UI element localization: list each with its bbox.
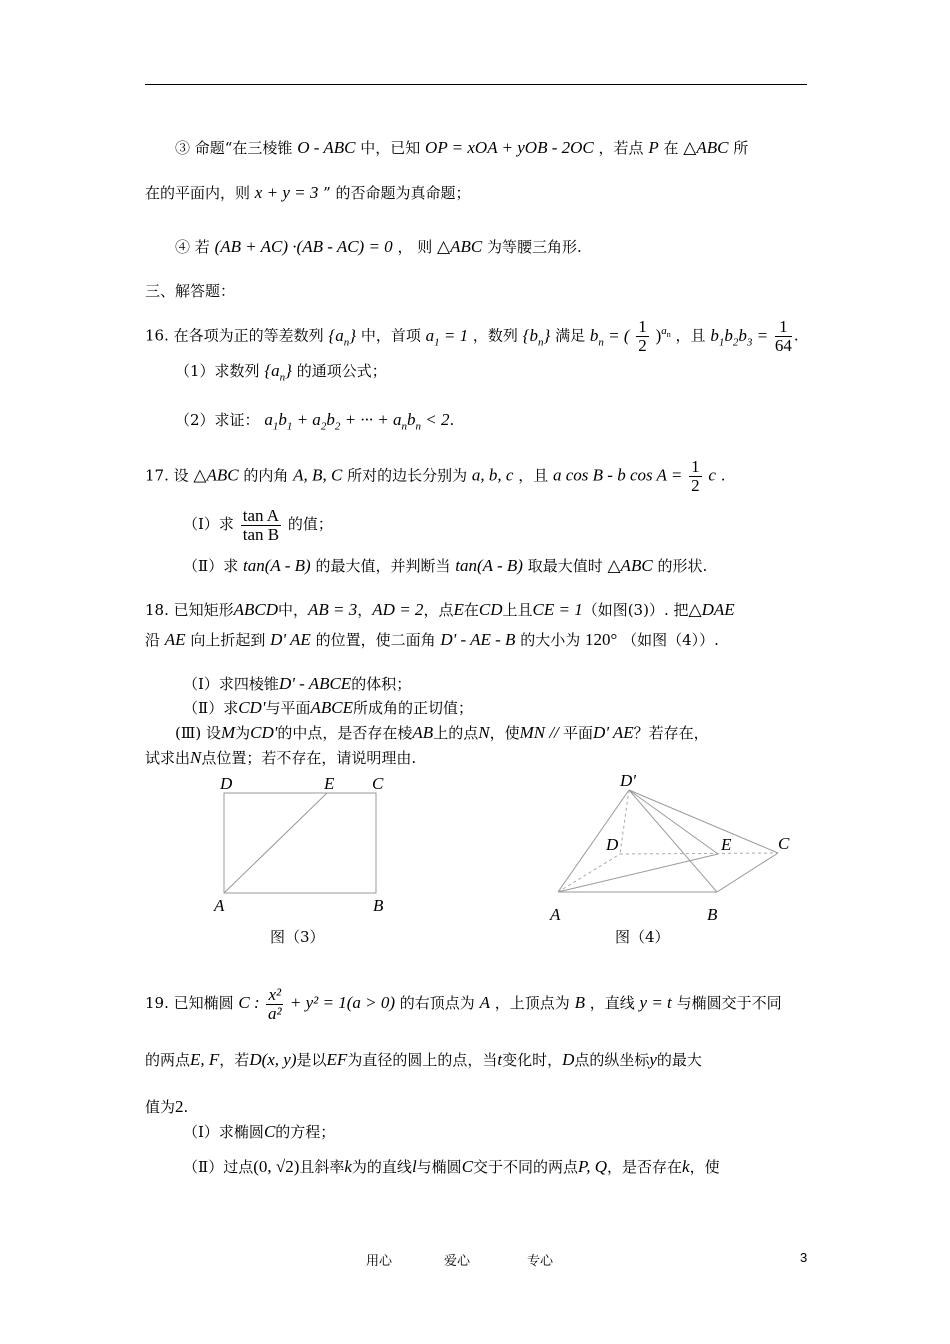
math: k [344,1157,352,1176]
math: AB = 3 [308,600,358,619]
math: MN // [519,723,564,742]
m: + ··· + a [340,410,402,429]
label-a: A [214,896,225,915]
math: △ABC [193,465,239,485]
text: ，使 [489,724,520,742]
figure-3-caption: 图（3） [270,928,325,946]
math [264,361,292,384]
text: 试求出 [145,749,191,767]
math: OP = xOA + yOB - 2OC [425,138,594,157]
math: a cos B - b cos A = [552,465,683,485]
item-3-line1 [175,138,748,158]
text: 的形状. [657,557,708,575]
text: ，点 [423,601,454,619]
denominator: 2 [638,336,647,356]
text: 取最大值时 [527,557,603,575]
question-18-part3b [145,748,416,768]
figure-4 [540,770,810,930]
m: } [285,361,292,380]
fraction [636,318,649,355]
text: 上的点 [433,724,479,742]
header-rule [145,84,807,85]
label-b: B [707,905,718,924]
sub: 1 [434,336,440,349]
edge-a-e [558,854,718,892]
text: 的位置，使二面角 [315,631,436,649]
text: 与椭圆 [416,1158,462,1176]
question-17 [145,458,726,495]
math: CD' [250,723,278,742]
sub: n [279,371,286,384]
math: tan(A - B) [455,556,523,575]
text: （Ⅰ）求 [183,515,234,533]
sub: 1 [272,420,279,433]
text: ，直线 [589,994,635,1012]
math [264,410,450,433]
m: + a [292,410,321,429]
math: AE [164,630,186,649]
math: D' AE [270,630,311,649]
math: D' AE [593,723,634,742]
text: ？若存在， [633,724,709,742]
text: ，是否存在 [607,1158,683,1176]
text: ，使 [689,1158,720,1176]
m: b [710,325,719,345]
math: △DAE [688,600,735,619]
text: (Ⅲ) 设 [175,724,221,742]
sub: 2 [334,420,341,433]
text: 在 [663,139,679,157]
math: N [478,723,490,742]
footer-text-3: 专心 [527,1254,554,1269]
text: . [720,466,726,485]
text: 向上折起到 [190,631,266,649]
text: 中， [278,601,309,619]
math: ABCE [310,698,353,717]
question-18 [145,600,735,620]
math: y [649,1050,657,1069]
text: 中，首项 [360,326,421,345]
math: t [497,1050,503,1069]
label-e: E [721,835,732,854]
text: 为等腰三角形. [487,238,582,256]
label-e: E [324,774,335,793]
math: E, F [190,1050,220,1069]
question-19-line2 [145,1050,702,1070]
page-number: 3 [800,1250,808,1265]
text: ，若点 [598,139,644,157]
m: = [752,325,769,345]
math: D [562,1050,575,1069]
fraction [266,986,283,1023]
segment-ae [224,793,327,893]
math: x + y = 3 [254,183,319,202]
text: ， [357,601,373,619]
math: CE = 1 [532,600,583,619]
m: a [425,325,435,345]
text: 点位置；若不存在，请说明理由. [201,749,417,767]
m: {a [328,325,344,345]
math: l [411,1157,417,1176]
denominator: 2 [691,476,700,495]
m: {a [264,361,280,380]
sub: n [343,336,350,349]
text: 17. 设 [145,466,189,485]
question-16-part2 [175,410,454,436]
sup: a [661,325,667,337]
text: ， 则 [397,238,433,256]
m: {b [522,325,538,345]
m: b [738,325,747,345]
text: 18. 已知矩形 [145,601,234,619]
numerator: 1 [638,317,647,337]
math: C [263,1122,276,1141]
question-17-part2 [183,556,707,576]
text: 且斜率 [299,1158,345,1176]
sub: n [415,420,422,433]
label-d: D [220,774,233,793]
math: A [479,993,490,1012]
m: } [349,325,357,345]
text: 交于不同的两点 [473,1158,579,1176]
edge-dp-b [629,790,717,892]
math: c [708,465,716,485]
text: 中，已知 [360,139,421,157]
fraction [241,507,281,544]
question-19-line3 [145,1097,188,1117]
text: 是以 [296,1051,327,1069]
figure-3 [200,770,410,950]
item-4 [175,237,582,257]
text: （Ⅰ）求椭圆 [183,1123,264,1141]
text: 的通项公式； [296,362,387,380]
math: CD' [238,698,266,717]
text: 的中点，是否存在棱 [277,724,413,742]
sub: n [598,336,604,349]
math: P [648,138,659,157]
m: a [264,410,273,429]
math: tan(A - B) [242,556,311,575]
math: AD = 2 [372,600,424,619]
question-19-part2 [183,1157,720,1177]
text: 的值； [287,515,333,533]
text: 上且 [502,601,533,619]
figure-4-caption: 图（4） [615,928,670,946]
text: （Ⅱ）求 [183,699,239,717]
footer-text-2: 爱心 [444,1254,471,1269]
question-18-part3 [175,723,709,743]
text: 的方程； [275,1123,336,1141]
text: 的右顶点为 [399,994,475,1012]
m: b [407,410,416,429]
m: = 1 [439,325,469,345]
text: （如图（4））. [622,631,719,649]
fraction [689,458,702,495]
text: 16. 在各项为正的等差数列 [145,326,324,345]
text: 的两点 [145,1051,191,1069]
math: A, B, C [293,465,343,485]
label-b: B [373,896,384,915]
text: （1）求数列 [175,362,260,380]
text: ④ 若 [175,238,210,256]
math [589,325,630,349]
math: D' - ABCE [278,674,352,693]
math [425,325,469,349]
math: O - ABC [297,138,356,157]
text: （2）求证： [175,411,260,429]
math [710,325,769,349]
text: 的内角 [243,466,289,485]
math: y = t [639,993,672,1012]
numerator: 1 [691,457,700,476]
edge-d-c-dashed [620,853,778,854]
sub: n [666,330,671,340]
denominator: a² [267,1003,282,1023]
text: 平面 [563,724,594,742]
label-a: A [550,905,561,924]
text: 与平面 [265,699,311,717]
edge-dp-d-dashed [620,790,629,854]
edge-b-c [717,853,778,892]
numerator: tan A [242,505,280,525]
text: 的最大值，并判断当 [315,557,451,575]
label-d: D [606,835,619,854]
text: 值为 [145,1098,176,1116]
text: ，且 [675,326,706,345]
m: b [278,410,287,429]
text: 所对的边长分别为 [347,466,468,485]
text: 为 [235,724,251,742]
m: < 2 [421,410,450,429]
question-19-part1 [183,1122,335,1142]
text: （如图(3)）. 把 [582,601,689,619]
question-18-line2 [145,630,719,650]
text: . [793,326,799,345]
text: （Ⅰ）求四棱锥 [183,675,279,693]
text: 所 [733,139,749,157]
text: ，数列 [472,326,518,345]
footer-text-1: 用心 [366,1254,393,1269]
math: EF [326,1050,348,1069]
text: 的体积； [351,675,412,693]
denominator: 64 [774,336,792,356]
math: △ABC [607,556,653,575]
sub: 3 [746,336,753,349]
math: k [682,1157,690,1176]
question-16 [145,316,799,357]
text: 满足 [555,326,586,345]
denominator: tan B [242,524,280,544]
math: C : [238,993,260,1012]
rectangle-abcd [224,793,376,893]
sub: n [537,336,544,349]
math: a, b, c [471,465,514,485]
text: 的大小为 [520,631,581,649]
math [328,325,357,349]
math [656,326,671,345]
math: M [220,723,236,742]
m: b [589,325,599,345]
text: ，上顶点为 [494,994,570,1012]
math: △ABC [437,237,483,256]
text: . [183,1098,189,1116]
numerator: x² [268,984,282,1004]
numerator: 1 [775,318,792,337]
question-17-part1 [183,506,333,544]
m: b [724,325,733,345]
math: 2 [175,1097,184,1116]
text: ，若 [219,1051,250,1069]
text: 在的平面内，则 [145,184,251,202]
text: 点的纵坐标 [574,1051,650,1069]
math: E [453,600,464,619]
question-19 [145,985,782,1023]
text: 所成角的正切值； [352,699,473,717]
section-heading: 三、解答题： [145,282,236,300]
text: ③ 命题“在三棱锥 [175,139,293,157]
text: 在 [463,601,479,619]
text: . [449,411,455,429]
label-c: C [372,774,384,793]
math: CD [478,600,503,619]
text: 沿 [145,631,161,649]
math: △ABC [683,138,729,157]
math: C [461,1157,474,1176]
text: （Ⅱ）过点 [183,1158,254,1176]
text: 变化时， [502,1051,563,1069]
fraction [775,318,792,355]
question-18-part2 [183,698,473,718]
label-d-prime: D' [620,771,636,790]
m: } [543,325,551,345]
question-18-part1 [183,674,411,694]
item-3-line2 [145,183,471,203]
math: AB [412,723,434,742]
math: P, Q [578,1157,608,1176]
math: D' - AE - B [440,630,516,649]
m: ) [655,325,662,345]
math: B [574,993,585,1012]
sub: 2 [732,336,739,349]
label-c: C [778,834,790,853]
text: 为的直线 [351,1158,412,1176]
math: (AB + AC) ·(AB - AC) = 0 [214,237,393,256]
sub: 1 [286,420,293,433]
edge-a-d-dashed [558,854,620,892]
math: 120° [585,630,618,649]
sub: 1 [718,336,725,349]
edge-dp-a [558,790,629,892]
m: = ( [603,325,630,345]
math: (0, √2) [253,1157,300,1176]
text: 19. 已知椭圆 [145,994,234,1012]
math: ABCD [233,600,279,619]
text: ” 的否命题为真命题； [323,184,471,202]
sub: n [401,420,408,433]
text: 为直径的圆上的点，当 [347,1051,498,1069]
math: D(x, y) [249,1050,297,1069]
math [522,325,551,349]
text: 的最大 [656,1051,702,1069]
text: 与椭圆交于不同 [676,994,782,1012]
text: （Ⅱ）求 [183,557,239,575]
m: b [326,410,335,429]
text: ，且 [518,466,549,485]
question-16-part1 [175,361,387,387]
math: N [190,748,202,767]
math: + y² = 1(a > 0) [289,993,396,1012]
sub: 2 [320,420,327,433]
